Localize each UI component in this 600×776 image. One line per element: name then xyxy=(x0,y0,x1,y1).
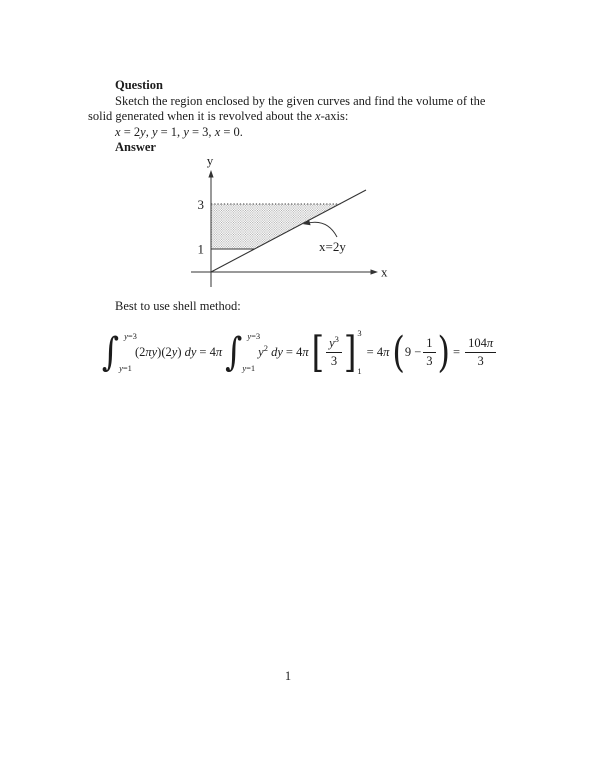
right-bracket: ] xyxy=(343,326,357,378)
integral-2-lower-limit: y=1 xyxy=(242,362,256,373)
left-bracket: [ xyxy=(311,326,325,378)
region-sketch-figure xyxy=(185,150,400,298)
integral-2 xyxy=(225,328,261,375)
integral-sign-icon: ∫ xyxy=(101,328,120,375)
final-equals: = xyxy=(453,344,461,359)
right-paren: ) xyxy=(437,326,450,378)
integral-1 xyxy=(101,328,137,375)
evaluation-upper-limit: 3 xyxy=(357,328,362,338)
question-block xyxy=(88,78,558,156)
integrand-1: (2πy)(2y) dy xyxy=(134,344,197,359)
integral-1-limits xyxy=(119,331,137,373)
equals-4pi-1: = 4π xyxy=(199,344,223,359)
integrand-2: $y^2$ dy xyxy=(258,342,283,359)
fraction-numerator: $y^3$ xyxy=(326,336,342,352)
integral-2-limits xyxy=(242,331,261,373)
evaluation-lower-limit: 1 xyxy=(357,365,362,376)
x-axis-label: x xyxy=(381,264,388,280)
tick-label-1: 1 xyxy=(197,241,204,257)
y-axis-label: y xyxy=(206,153,214,168)
fraction-denominator: 3 xyxy=(477,353,484,368)
page-number: 1 xyxy=(284,669,292,683)
result-fraction xyxy=(465,336,496,368)
nine-minus: 9 − xyxy=(404,344,422,359)
tick-label-3: 3 xyxy=(197,197,204,212)
fraction-denominator: 3 xyxy=(330,353,338,368)
fraction-denominator: 3 xyxy=(426,353,433,368)
integral-2-upper-limit: y=3 xyxy=(247,331,261,341)
question-body-line1: Sketch the region enclosed by the given curves and find the volume of the xyxy=(115,93,486,108)
one-third-fraction xyxy=(423,336,435,368)
question-heading: Question xyxy=(115,78,163,92)
equals-4pi-3: = 4π xyxy=(366,344,390,359)
x-axis-arrowhead-icon xyxy=(371,269,379,274)
solution-intro: Best to use shell method: xyxy=(115,299,241,313)
evaluation-limits xyxy=(357,329,361,375)
equals-4pi-2: = 4π xyxy=(285,344,309,359)
answer-heading: Answer xyxy=(115,140,156,155)
label-pointer-curve xyxy=(306,222,337,237)
integral-1-upper-limit: y=3 xyxy=(124,331,137,341)
line-equation-label: x=2y xyxy=(319,239,346,254)
integral-sign-icon: ∫ xyxy=(225,328,243,375)
fraction-numerator: 104π xyxy=(465,336,496,352)
y-axis-arrowhead-icon xyxy=(208,170,213,178)
question-givens: x = 2y, y = 1, y = 3, x = 0. xyxy=(115,124,243,139)
fraction-numerator: 1 xyxy=(423,336,435,352)
antiderivative-fraction xyxy=(326,336,342,368)
left-paren: ( xyxy=(392,326,405,378)
question-body-line2: solid generated when it is revolved about the x-axis: xyxy=(88,109,349,124)
integral-1-lower-limit: y=1 xyxy=(119,362,132,373)
shell-method-formula xyxy=(84,326,516,378)
